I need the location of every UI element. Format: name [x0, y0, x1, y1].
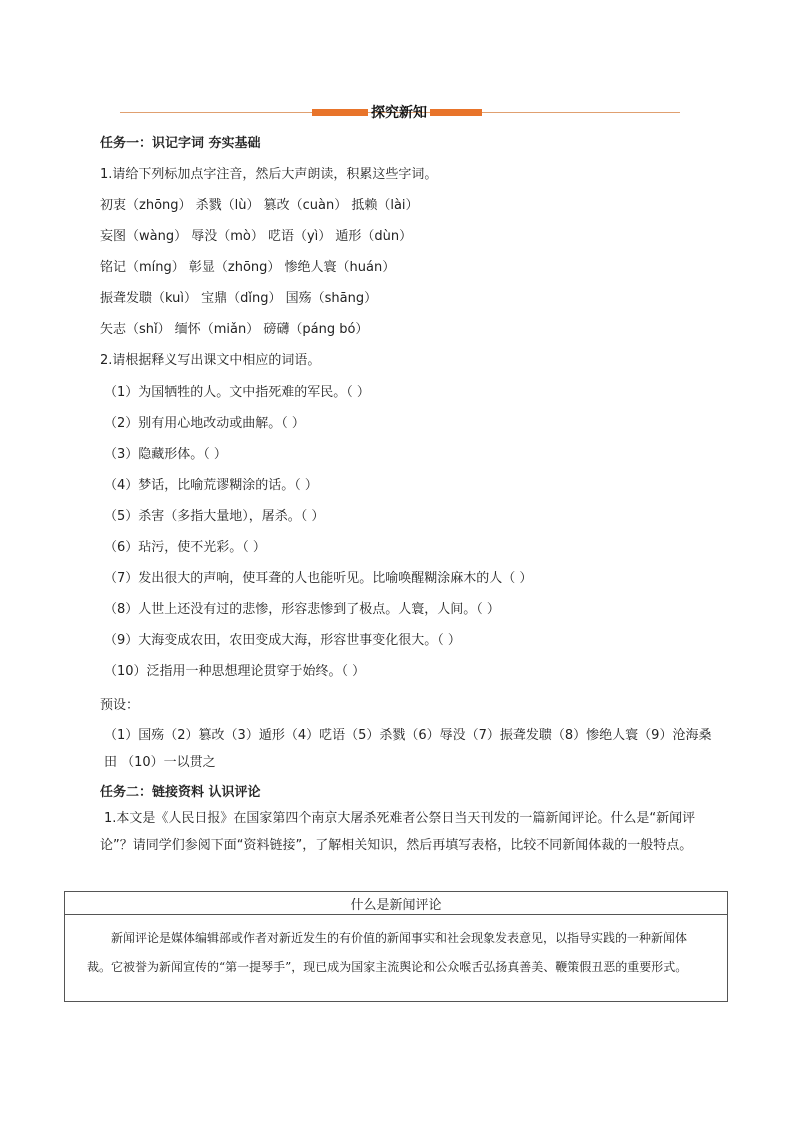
preset-answer: （1）国殇（2）篡改（3）遁形（4）呓语（5）杀戮（6）辱没（7）振聋发聩（8）惨绝人寰（9）沧海桑田 （10）一以贯之 [104, 728, 712, 770]
info-box-text: 新闻评论是媒体编辑部或作者对新近发生的有价值的新闻事实和社会现象发表意见，以指导实践的一种新闻体裁。它被誉为新闻宣传的“第一提琴手”，现已成为国家主流舆论和公众喉舌弘扬真善美、鞭策假丑恶的重要形式。 [87, 931, 688, 974]
header-accent-right [430, 109, 482, 116]
task1-question-1: 1.请给下列标加点字注音，然后大声朗读，积累这些字词。 [100, 167, 438, 182]
pinyin-row: 铭记（míng） 彰显（zhōng） 惨绝人寰（huán） [100, 260, 396, 275]
task1-heading: 任务一：识记字词 夯实基础 [100, 136, 261, 151]
task2-question-1: 1.本文是《人民日报》在国家第四个南京大屠杀死难者公祭日当天刊发的一篇新闻评论。什么是“新闻评论”？请同学们参阅下面“资料链接”，了解相关知识，然后再填写表格，比较不同新闻体裁的一般特点。 [100, 811, 696, 853]
definition-item: （2）别有用心地改动或曲解。（ ） [104, 416, 305, 431]
definition-item: （9）大海变成农田，农田变成大海，形容世事变化很大。（ ） [104, 633, 461, 648]
info-box-title: 什么是新闻评论 [350, 898, 442, 913]
definition-item: （10）泛指用一种思想理论贯穿于始终。（ ） [104, 664, 366, 679]
pinyin-row: 妄图（wàng） 辱没（mò） 呓语（yì） 遁形（dùn） [100, 229, 413, 244]
info-box [64, 891, 728, 1002]
task2-heading: 任务二：链接资料 认识评论 [100, 785, 261, 800]
definition-item: （4）梦话，比喻荒谬糊涂的话。（ ） [104, 478, 318, 493]
pinyin-row: 矢志（shǐ） 缅怀（miǎn） 磅礴（páng bó） [100, 322, 369, 337]
pinyin-row: 初衷（zhōng） 杀戮（lù） 篡改（cuàn） 抵赖（lài） [100, 198, 419, 213]
definition-item: （8）人世上还没有过的悲惨，形容悲惨到了极点。人寰，人间。（ ） [104, 602, 500, 617]
definition-item: （5）杀害（多指大量地），屠杀。（ ） [104, 509, 325, 524]
task1-question-2: 2.请根据释义写出课文中相应的词语。 [100, 353, 321, 368]
pinyin-row: 振聋发聩（kuì） 宝鼎（dǐng） 国殇（shāng） [100, 291, 378, 306]
definition-item: （1）为国牺牲的人。文中指死难的军民。（ ） [104, 385, 370, 400]
definition-item: （7）发出很大的声响，使耳聋的人也能听见。比喻唤醒糊涂麻木的人（ ） [104, 571, 533, 586]
info-box-divider [65, 914, 727, 915]
section-title: 探究新知 [371, 105, 427, 121]
definition-item: （6）玷污，使不光彩。（ ） [104, 540, 266, 555]
header-accent-left [312, 109, 368, 116]
preset-label: 预设： [100, 698, 140, 713]
definition-item: （3）隐藏形体。（ ） [104, 447, 227, 462]
